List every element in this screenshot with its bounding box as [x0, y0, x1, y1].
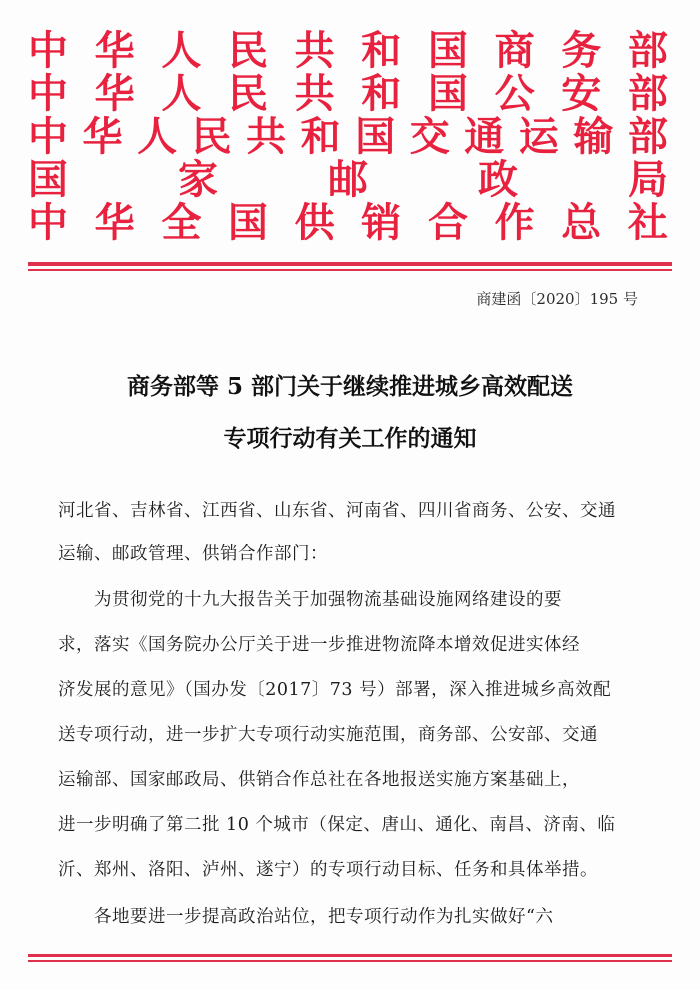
footer-rule-thick	[28, 954, 672, 957]
agency-char: 民	[227, 28, 268, 74]
agency-char: 华	[82, 114, 123, 160]
paragraph-line: 沂、郑州、洛阳、泸州、遂宁）的专项行动目标、任务和具体举措。	[58, 860, 598, 880]
addressee-line: 河北省、吉林省、江西省、山东省、河南省、四川省商务、公安、交通	[58, 501, 616, 521]
agency-char: 人	[161, 71, 202, 117]
agency-char: 总	[561, 200, 602, 246]
agency-char: 部	[627, 71, 668, 117]
agency-char: 华	[94, 28, 135, 74]
agency-char: 中	[28, 114, 68, 160]
agency-char: 共	[294, 28, 335, 74]
agency-char: 政	[478, 157, 518, 203]
paragraph-line: 运输部、国家邮政局、供销合作总社在各地报送实施方案基础上，	[58, 770, 580, 790]
agency-char: 人	[137, 114, 178, 160]
agency-char: 和	[361, 71, 402, 117]
paragraph-line: 各地要进一步提高政治站位，把专项行动作为扎实做好“六	[94, 907, 554, 927]
agency-char: 中	[28, 200, 68, 246]
agency-char: 合	[427, 200, 468, 246]
agency-char: 家	[178, 157, 218, 203]
agency-char: 国	[355, 114, 396, 160]
agency-char: 部	[627, 28, 668, 74]
agency-line	[28, 159, 668, 202]
agency-line	[28, 116, 668, 159]
agency-char: 运	[518, 114, 559, 160]
agency-char: 民	[191, 114, 232, 160]
agency-char: 部	[627, 114, 668, 160]
header-rule-thin	[28, 269, 672, 271]
agency-line	[28, 73, 668, 116]
document-title-line-1: 商务部等 5 部门关于继续推进城乡高效配送	[126, 373, 574, 400]
agency-char: 交	[409, 114, 450, 160]
agency-char: 华	[94, 200, 135, 246]
agency-line	[28, 202, 668, 245]
agency-char: 务	[561, 28, 602, 74]
paragraph-line: 济发展的意见》（国办发〔2017〕73 号）部署，深入推进城乡高效配	[58, 680, 612, 700]
header-rule-thick	[28, 262, 672, 266]
agency-char: 全	[161, 200, 202, 246]
paragraph-line: 送专项行动，进一步扩大专项行动实施范围，商务部、公安部、交通	[58, 725, 598, 745]
agency-char: 中	[28, 71, 68, 117]
agency-char: 销	[361, 200, 402, 246]
agency-char: 商	[494, 28, 535, 74]
agency-char: 国	[427, 71, 468, 117]
agency-char: 人	[161, 28, 202, 74]
agency-char: 和	[361, 28, 402, 74]
agency-char: 供	[294, 200, 335, 246]
agency-char: 国	[28, 157, 68, 203]
document-title-line-2: 专项行动有关工作的通知	[223, 425, 477, 452]
agency-char: 民	[227, 71, 268, 117]
agency-char: 作	[494, 200, 535, 246]
agency-char: 国	[427, 28, 468, 74]
issuing-agencies-header	[28, 30, 668, 245]
document-number: 商建函〔2020〕195 号	[476, 290, 638, 308]
agency-char: 局	[628, 157, 668, 203]
paragraph-line: 为贯彻党的十九大报告关于加强物流基础设施网络建设的要	[94, 590, 562, 610]
agency-char: 邮	[328, 157, 368, 203]
agency-char: 国	[227, 200, 268, 246]
agency-char: 通	[464, 114, 505, 160]
agency-char: 输	[573, 114, 614, 160]
paragraph-line: 进一步明确了第二批 10 个城市（保定、唐山、通化、南昌、济南、临	[58, 815, 616, 835]
agency-char: 社	[627, 200, 668, 246]
paragraph-line: 求，落实《国务院办公厅关于进一步推进物流降本增效促进实体经	[58, 635, 580, 655]
footer-rule-thin	[28, 960, 672, 962]
agency-char: 中	[28, 28, 68, 74]
agency-char: 共	[246, 114, 287, 160]
addressee-line: 运输、邮政管理、供销合作部门：	[58, 544, 328, 564]
agency-char: 华	[94, 71, 135, 117]
agency-char: 和	[300, 114, 341, 160]
agency-char: 安	[561, 71, 602, 117]
agency-line	[28, 30, 668, 73]
agency-char: 公	[494, 71, 535, 117]
agency-char: 共	[294, 71, 335, 117]
